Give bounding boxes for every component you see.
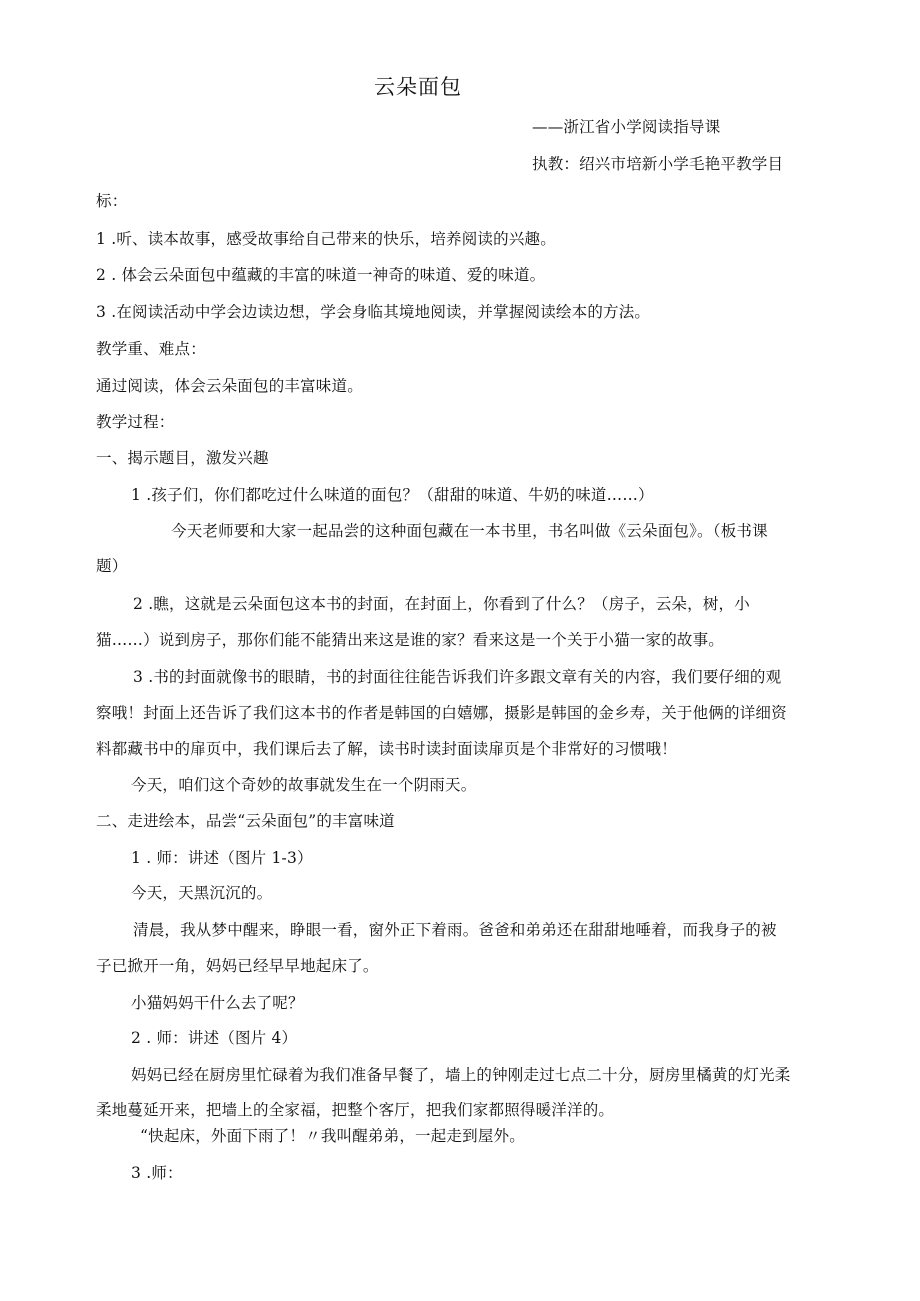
key-points-heading: 教学重、难点： <box>96 340 206 358</box>
objective-item: 1 .听、读本故事，感受故事给自己带来的快乐，培养阅读的兴趣。 <box>96 230 556 248</box>
section2-item3: 3 .师： <box>131 1164 183 1182</box>
objective-item: 2 . 体会云朵面包中蕴藏的丰富的味道一神奇的味道、爱的味道。 <box>96 266 546 284</box>
story-paragraph-continued: 子已掀开一角，妈妈已经早早地起床了。 <box>96 957 379 975</box>
section1-item2: 2 .瞧，这就是云朵面包这本书的封面，在封面上，你看到了什么？（房子，云朵，树，小 <box>133 595 750 613</box>
section2-item2: 2 . 师：讲述（图片 4） <box>131 1029 298 1047</box>
story-dialogue: “快起床，外面下雨了！〃我叫醒弟弟，一起走到屋外。 <box>140 1127 525 1145</box>
subtitle: ——浙江省小学阅读指导课 <box>532 118 721 136</box>
objectives-heading: 标： <box>96 192 128 210</box>
section1-item3-continued: 察哦！封面上还告诉了我们这本书的作者是韩国的白嬉娜，摄影是韩国的金乡寿，关于他俩的详细资 <box>96 704 787 722</box>
key-points-text: 通过阅读，体会云朵面包的丰富味道。 <box>96 377 363 395</box>
section1-item3-continued: 料都藏书中的扉页中，我们课后去了解，读书时读封面读扉页是个非常好的习惯哦！ <box>96 740 677 758</box>
section2-item1: 1 . 师：讲述（图片 1-3） <box>131 849 313 867</box>
author-line: 执教：绍兴市培新小学毛艳平教学目 <box>532 155 784 173</box>
section1-item1-continued: 题） <box>96 557 128 575</box>
section1-heading: 一、揭示题目，激发兴趣 <box>96 449 269 467</box>
section1-item1-continued: 今天老师要和大家一起品尝的这种面包藏在一本书里，书名叫做《云朵面包》。（板书课 <box>171 522 768 540</box>
process-heading: 教学过程： <box>96 413 175 431</box>
story-paragraph: 妈妈已经在厨房里忙碌着为我们准备早餐了，墙上的钟刚走过七点二十分，厨房里橘黄的灯光柔 <box>131 1066 791 1084</box>
section1-item3: 3 .书的封面就像书的眼睛，书的封面往往能告诉我们许多跟文章有关的内容，我们要仔细的观 <box>133 668 782 686</box>
section2-heading: 二、走进绘本，品尝“云朵面包”的丰富味道 <box>96 812 395 830</box>
document-title: 云朵面包 <box>374 75 462 99</box>
section1-item2-continued: 猫……）说到房子，那你们能不能猜出来这是谁的家？看来这是一个关于小猫一家的故事。 <box>96 631 725 649</box>
story-paragraph: 清晨，我从梦中醒来，睁眼一看，窗外正下着雨。爸爸和弟弟还在甜甜地唾着，而我身子的被 <box>133 921 777 939</box>
story-paragraph: 今天，天黑沉沉的。 <box>131 884 273 902</box>
story-paragraph-continued: 柔地蔓延开来，把墙上的全家福，把整个客厅，把我们家都照得暖洋洋的。 <box>96 1101 615 1119</box>
objective-item: 3 .在阅读活动中学会边读边想，学会身临其境地阅读，并掌握阅读绘本的方法。 <box>96 303 651 321</box>
section1-item1: 1 .孩子们，你们都吃过什么味道的面包？（甜甜的味道、牛奶的味道……） <box>131 486 654 504</box>
story-question: 小猫妈妈干什么去了呢？ <box>131 994 304 1012</box>
section1-closing: 今天，咱们这个奇妙的故事就发生在一个阴雨天。 <box>131 776 477 794</box>
